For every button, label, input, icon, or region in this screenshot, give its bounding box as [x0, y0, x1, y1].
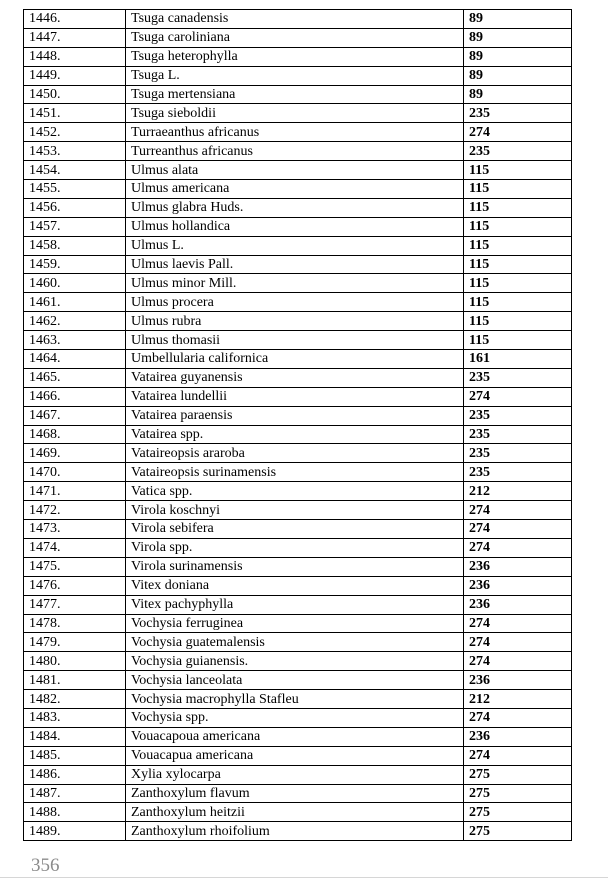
species-name-cell: Turreanthus africanus	[126, 142, 464, 161]
species-name-cell: Vitex pachyphylla	[126, 595, 464, 614]
table-row	[24, 538, 572, 557]
code-cell: 274	[464, 708, 572, 727]
species-name-cell: Vochysia guianensis.	[126, 652, 464, 671]
table-row	[24, 520, 572, 539]
row-number-cell: 1463.	[24, 331, 126, 350]
table-row	[24, 406, 572, 425]
table-row	[24, 614, 572, 633]
table-row	[24, 708, 572, 727]
species-name-cell: Tsuga L.	[126, 66, 464, 85]
species-name-cell: Vatairea guyanensis	[126, 368, 464, 387]
species-name-cell: Vatairea paraensis	[126, 406, 464, 425]
table-row	[24, 690, 572, 709]
row-number-cell: 1471.	[24, 482, 126, 501]
species-name-cell: Ulmus laevis Pall.	[126, 255, 464, 274]
species-name-cell: Vochysia spp.	[126, 708, 464, 727]
row-number-cell: 1480.	[24, 652, 126, 671]
species-name-cell: Tsuga heterophylla	[126, 47, 464, 66]
species-name-cell: Ulmus alata	[126, 161, 464, 180]
species-name-cell: Ulmus minor Mill.	[126, 274, 464, 293]
species-name-cell: Virola spp.	[126, 538, 464, 557]
species-name-cell: Virola koschnyi	[126, 501, 464, 520]
page-number: 356	[31, 855, 60, 876]
code-cell: 115	[464, 161, 572, 180]
table-row	[24, 727, 572, 746]
code-cell: 115	[464, 293, 572, 312]
table-row	[24, 85, 572, 104]
row-number-cell: 1464.	[24, 350, 126, 369]
table-row	[24, 633, 572, 652]
table-row	[24, 293, 572, 312]
row-number-cell: 1478.	[24, 614, 126, 633]
code-cell: 274	[464, 538, 572, 557]
code-cell: 274	[464, 614, 572, 633]
row-number-cell: 1465.	[24, 368, 126, 387]
code-cell: 161	[464, 350, 572, 369]
row-number-cell: 1468.	[24, 425, 126, 444]
code-cell: 235	[464, 368, 572, 387]
row-number-cell: 1459.	[24, 255, 126, 274]
table-row	[24, 217, 572, 236]
species-name-cell: Virola surinamensis	[126, 557, 464, 576]
row-number-cell: 1456.	[24, 198, 126, 217]
species-name-cell: Vitex doniana	[126, 576, 464, 595]
code-cell: 236	[464, 595, 572, 614]
species-name-cell: Vatica spp.	[126, 482, 464, 501]
species-name-cell: Ulmus americana	[126, 180, 464, 199]
row-number-cell: 1457.	[24, 217, 126, 236]
table-row	[24, 482, 572, 501]
table-row	[24, 652, 572, 671]
table-row	[24, 765, 572, 784]
code-cell: 89	[464, 85, 572, 104]
table-row	[24, 444, 572, 463]
species-name-cell: Vatairea lundellii	[126, 387, 464, 406]
row-number-cell: 1469.	[24, 444, 126, 463]
row-number-cell: 1467.	[24, 406, 126, 425]
species-name-cell: Vataireopsis araroba	[126, 444, 464, 463]
row-number-cell: 1487.	[24, 784, 126, 803]
code-cell: 235	[464, 425, 572, 444]
code-cell: 235	[464, 463, 572, 482]
row-number-cell: 1462.	[24, 312, 126, 331]
table-row	[24, 47, 572, 66]
species-name-cell: Ulmus L.	[126, 236, 464, 255]
row-number-cell: 1485.	[24, 746, 126, 765]
code-cell: 89	[464, 66, 572, 85]
table-row	[24, 28, 572, 47]
table-row	[24, 671, 572, 690]
species-name-cell: Tsuga canadensis	[126, 10, 464, 29]
row-number-cell: 1475.	[24, 557, 126, 576]
code-cell: 275	[464, 784, 572, 803]
row-number-cell: 1474.	[24, 538, 126, 557]
row-number-cell: 1470.	[24, 463, 126, 482]
table-row	[24, 10, 572, 29]
code-cell: 235	[464, 406, 572, 425]
table-row	[24, 198, 572, 217]
table-row	[24, 66, 572, 85]
species-name-cell: Ulmus hollandica	[126, 217, 464, 236]
species-name-cell: Ulmus glabra Huds.	[126, 198, 464, 217]
code-cell: 89	[464, 10, 572, 29]
table-row	[24, 463, 572, 482]
table-row	[24, 104, 572, 123]
table-row	[24, 274, 572, 293]
code-cell: 89	[464, 28, 572, 47]
table-row	[24, 784, 572, 803]
row-number-cell: 1452.	[24, 123, 126, 142]
row-number-cell: 1477.	[24, 595, 126, 614]
species-name-cell: Tsuga caroliniana	[126, 28, 464, 47]
species-table	[23, 9, 572, 841]
row-number-cell: 1455.	[24, 180, 126, 199]
species-name-cell: Vouacapua americana	[126, 746, 464, 765]
row-number-cell: 1472.	[24, 501, 126, 520]
code-cell: 212	[464, 690, 572, 709]
row-number-cell: 1451.	[24, 104, 126, 123]
table-row	[24, 142, 572, 161]
code-cell: 115	[464, 180, 572, 199]
row-number-cell: 1488.	[24, 803, 126, 822]
row-number-cell: 1461.	[24, 293, 126, 312]
species-name-cell: Ulmus thomasii	[126, 331, 464, 350]
table-row	[24, 255, 572, 274]
table-row	[24, 803, 572, 822]
species-name-cell: Zanthoxylum heitzii	[126, 803, 464, 822]
row-number-cell: 1460.	[24, 274, 126, 293]
species-name-cell: Vochysia lanceolata	[126, 671, 464, 690]
species-name-cell: Turraeanthus africanus	[126, 123, 464, 142]
code-cell: 115	[464, 198, 572, 217]
code-cell: 115	[464, 217, 572, 236]
species-name-cell: Vatairea spp.	[126, 425, 464, 444]
row-number-cell: 1449.	[24, 66, 126, 85]
species-name-cell: Vochysia macrophylla Stafleu	[126, 690, 464, 709]
table-row	[24, 368, 572, 387]
code-cell: 89	[464, 47, 572, 66]
code-cell: 274	[464, 387, 572, 406]
species-name-cell: Vochysia ferruginea	[126, 614, 464, 633]
table-row	[24, 576, 572, 595]
row-number-cell: 1446.	[24, 10, 126, 29]
table-row	[24, 387, 572, 406]
row-number-cell: 1484.	[24, 727, 126, 746]
code-cell: 115	[464, 255, 572, 274]
species-name-cell: Tsuga sieboldii	[126, 104, 464, 123]
table-row	[24, 557, 572, 576]
row-number-cell: 1483.	[24, 708, 126, 727]
species-name-cell: Vochysia guatemalensis	[126, 633, 464, 652]
row-number-cell: 1482.	[24, 690, 126, 709]
table-row	[24, 350, 572, 369]
row-number-cell: 1466.	[24, 387, 126, 406]
row-number-cell: 1450.	[24, 85, 126, 104]
code-cell: 274	[464, 746, 572, 765]
code-cell: 115	[464, 236, 572, 255]
species-name-cell: Zanthoxylum rhoifolium	[126, 822, 464, 841]
code-cell: 274	[464, 652, 572, 671]
table-row	[24, 236, 572, 255]
table-row	[24, 501, 572, 520]
species-name-cell: Ulmus rubra	[126, 312, 464, 331]
code-cell: 235	[464, 104, 572, 123]
species-name-cell: Umbellularia californica	[126, 350, 464, 369]
code-cell: 236	[464, 557, 572, 576]
row-number-cell: 1454.	[24, 161, 126, 180]
species-name-cell: Vouacapoua americana	[126, 727, 464, 746]
table-row	[24, 180, 572, 199]
table-row	[24, 331, 572, 350]
row-number-cell: 1473.	[24, 520, 126, 539]
species-name-cell: Tsuga mertensiana	[126, 85, 464, 104]
page-divider	[0, 877, 608, 878]
code-cell: 275	[464, 803, 572, 822]
row-number-cell: 1476.	[24, 576, 126, 595]
row-number-cell: 1447.	[24, 28, 126, 47]
row-number-cell: 1481.	[24, 671, 126, 690]
species-name-cell: Ulmus procera	[126, 293, 464, 312]
row-number-cell: 1486.	[24, 765, 126, 784]
table-row	[24, 312, 572, 331]
table-row	[24, 161, 572, 180]
code-cell: 235	[464, 142, 572, 161]
table-row	[24, 425, 572, 444]
code-cell: 212	[464, 482, 572, 501]
code-cell: 274	[464, 633, 572, 652]
code-cell: 236	[464, 576, 572, 595]
code-cell: 236	[464, 727, 572, 746]
species-name-cell: Zanthoxylum flavum	[126, 784, 464, 803]
table-row	[24, 822, 572, 841]
row-number-cell: 1458.	[24, 236, 126, 255]
code-cell: 274	[464, 520, 572, 539]
code-cell: 274	[464, 123, 572, 142]
code-cell: 275	[464, 822, 572, 841]
code-cell: 115	[464, 312, 572, 331]
row-number-cell: 1453.	[24, 142, 126, 161]
table-row	[24, 746, 572, 765]
code-cell: 115	[464, 331, 572, 350]
table-row	[24, 123, 572, 142]
species-name-cell: Vataireopsis surinamensis	[126, 463, 464, 482]
species-name-cell: Virola sebifera	[126, 520, 464, 539]
code-cell: 115	[464, 274, 572, 293]
table-row	[24, 595, 572, 614]
code-cell: 275	[464, 765, 572, 784]
code-cell: 274	[464, 501, 572, 520]
row-number-cell: 1489.	[24, 822, 126, 841]
row-number-cell: 1448.	[24, 47, 126, 66]
species-name-cell: Xylia xylocarpa	[126, 765, 464, 784]
code-cell: 236	[464, 671, 572, 690]
table-body	[24, 10, 572, 841]
row-number-cell: 1479.	[24, 633, 126, 652]
code-cell: 235	[464, 444, 572, 463]
